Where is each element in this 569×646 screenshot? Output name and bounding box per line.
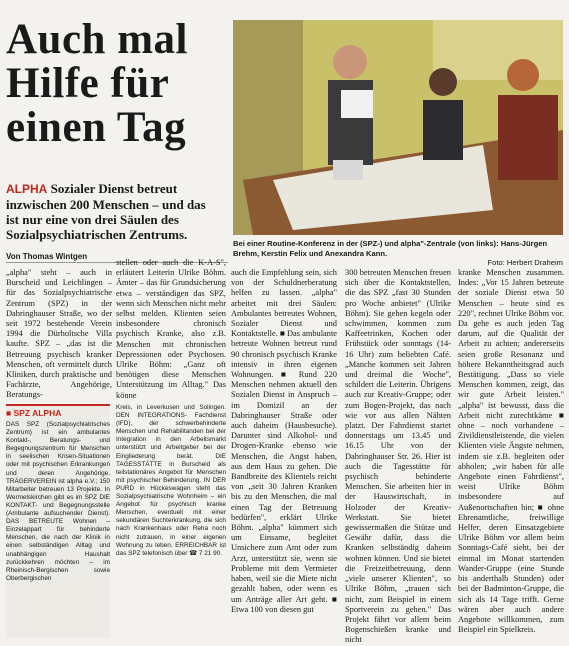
info-box-continued: Kreis, in Leverkusen und Solingen. DEN INTEGRATIONS- Fachdienst (IFD), der schwerbehinderte Menschen und Rehabilitanden bei der Integration in den Arbeitsmarkt unterstützt und Arbeitgeber bei der Eingliederung berät. DIE TAGESSTÄTTE in Burscheid als teilstationäres Angebot für Menschen mit psychischer Behinderung. IN DER PURD in Hückeswagen steht das Sozialpsychiatrische Wohnheim – ein Angebot für psychisch kranke Menschen, eventuell mit einer sekundären Suchterkrankung, die sich nach Krankenhaus oder Reha noch nicht zutrauen, in einer eigenen Wohnung zu leben. ERREICHBAR ist das SPZ telefonisch über ☎ 7 21 90.: [116, 404, 226, 557]
headline: Auch mal Hilfe für einen Tag: [6, 16, 188, 151]
lead-text: Sozialer Dienst betreut inzwischen 200 Menschen – und das ist nur eine von drei Säulen des Sozialpsychiatrischen Zentrums.: [6, 181, 206, 242]
photo-caption: [233, 239, 563, 268]
info-box-body: DAS SPZ (Sozialpsychiatrisches Zentrum) ist ein ambulantes Kontakt-, Beratungs- und Begegnungszentrum für Menschen in seelischen Krisen-Situationen oder mit psychischen Erkrankungen und deren Angehörige. TRÄGERVEREIN ist alpha e.V.; 150 Mitarbeiter betreuen 13 Projekte. In Wermelskirchen gibt es im SPZ DIE KONTAKT- und Begegnungsstelle (Ambulante aufsuchender Dienst). DAS BETREUTE Wohnen – Einzelappart für behinderte Menschen, die nach der Klinik in einen selbständigen Alltag und unabhängigen Haushalt zurückkehren möchten – im Rheinisch-Bergischen sowie Oberbergischen: [6, 421, 110, 582]
lead-paragraph: [6, 181, 221, 242]
info-box-title: ■ SPZ ALPHA: [6, 408, 62, 418]
lead-keyword: ALPHA: [6, 182, 48, 196]
article-column-5: kranke Menschen zusammen. Indes: „Vor 15 Jahren betreute der soziale Dienst etwa 50 Menschen – heute sind es 220", rechnet Ulrike Böhm vor. Da gehe es auch jeden Tag darum, auf die Qualität der Arbeit zu achten; andererseits seien große Resonanz und höhere Bekanntheitsgrad auch Bestätigung. „Dass so viele Menschen kommen, zeigt, das wir gute Arbeit leisten." „alpha" ist bewusst, dass die Arbeit nicht zurechtkäme ■ ohne – noch vorhandene – Zivildienstleistende, die vielen Klienten viele Ängste nehmen, indem sie z.B. begleiten oder abholen; „wir haben für alle Angebote einen Fahrdienst", weist Ulrike Böhm insbesondere auf Außenortschaften hin; ■ ohne Ehrenamtliche, freiwillige Helfer, deren Einsatzgebiete Ulrike Böhm vor allem beim Sonntags-Café sieht, bei der einmal im Monat startenden Wander-Gruppe (eine Stunde bis anderthalb Stunden) oder bei der Badminton-Gruppe, die sich als 14 Tage trifft. Gerne wären aber auch andere Angebote willkommen, zum Beispiel ein Spielkreis.: [458, 268, 564, 635]
photo-credit: Foto: Herbert Draheim: [487, 258, 563, 268]
article-photo: [233, 20, 563, 235]
author-byline: Von Thomas Wintgen: [6, 252, 88, 261]
article-column-4: 300 betreuten Menschen freuen sich über die Kontaktstellen, die das SPZ „fast 30 Stunden pro Woche anbietet" (Ulrike Böhm). Sie gehen kegeln oder schwimmen, kommen zum Kaffeetrinken, Kochen oder Frühstück oder sonntags (14-16 Uhr) zum beliebten Café. „Manche kommen seit Jahren und dreimal die Woche", schildert die Leiterin. Übrigens auch zur Kreativ-Gruppe; oder zum Bogen-Projekt, das nach wie vor aus allen Nähten platzt. Der Fahrdienst startet donnerstags um 13.45 und 16.15 Uhr von der Dabringhauser Str. 26. Hier ist auch die Tagesstätte für psychisch behinderte Menschen. Sie arbeiten hier in der Hauswirtschaft, in Holzoder der Kreativ-Werkstatt. Sie bietet gewissermaßen die Stütze und Gewähr dafür, dass die Kranken selbständig daheim wohnen können. Und sie bietet die Freizeitbetreuung, denn „viele unserer Klienten", so Ulrike Böhm, „trauen sich nicht, zum Beispiel in einem Sportverein zu gehen." Das Projekt fährt vor allem beim Bogenschießen kranke und nicht: [345, 268, 451, 645]
info-box: [6, 404, 110, 638]
caption-text: Bei einer Routine-Konferenz in der (SPZ-) und alpha"-Zentrale (von links): Hans-Jürgen Brehm, Kerstin Felix und Anexandra Kann.: [233, 239, 548, 258]
article-column-3: auch die Empfehlung sein, sich von der Schuldnerberatung helfen zu lassen. „alpha" arbeitet mit drei Säulen: Ambulantes betreutes Wohnen, Sozialer Dienst und Kontaktstelle. ■ Das ambulante betreute Wohnen betreut rund 90 chronisch psychisch Kranke intensiv in ihren eigenen Wohnungen. ■ Rund 220 Menschen nehmen aktuell den Sozialen Dienst in Anspruch – im Domizil an der Dabringhauser Straße oder auch daheim (Hausbesuche). Darunter sind Alkohol- und Drogen-Kranke ebenso wie Menschen, die Angst haben, aus dem Haus zu gehen. Die Bandbreite des Klientels reicht von „seit 30 Jahren Kranken bis zu den Menschen, die mal einen Tag der Betreuung bedürfen", erklärt Ulrike Böhm. „alpha" kümmert sich um Einsame, begleitet Unsichere zum Amt oder zum Arzt, unterstützt sie, wenn sie Probleme mit dem Vermieter haben, weil sie die Miete nicht gezahlt haben, oder wenn es um Anträge aller Art geht. ■ Etwa 100 von diesen gut: [231, 268, 337, 614]
article-column-1: „alpha" steht – auch in Burscheid und Leichlingen – für das Sozialpsychiatrische Zentrum (SPZ) in der Dabringhauser Straße, wo der seit 1972 bestehende Verein 1994 die Dürholtsche Villa kaufte. SPZ – „das ist die Betreuung psychisch kranker Menschen, oft vermittelt durch Kliniken, durch praktische und Fachärzte, Angehörige, Beratungs-: [6, 268, 112, 400]
article-column-2: stellen oder auch die K-A-S", erläutert Leiterin Ulrike Böhm. Ämter – das für Grundsicherung etwa – verständigen das SPZ, wenn sich Menschen nicht mehr selbst melden. Klienten seien insbesondere chronisch psychisch Kranke, also z.B. Menschen mit chronischen Depressionen oder Psychosen. Ulrike Böhm: „Ganz oft benötigen diese Menschen Unterstützung im Alltag." Das könne: [116, 258, 226, 400]
